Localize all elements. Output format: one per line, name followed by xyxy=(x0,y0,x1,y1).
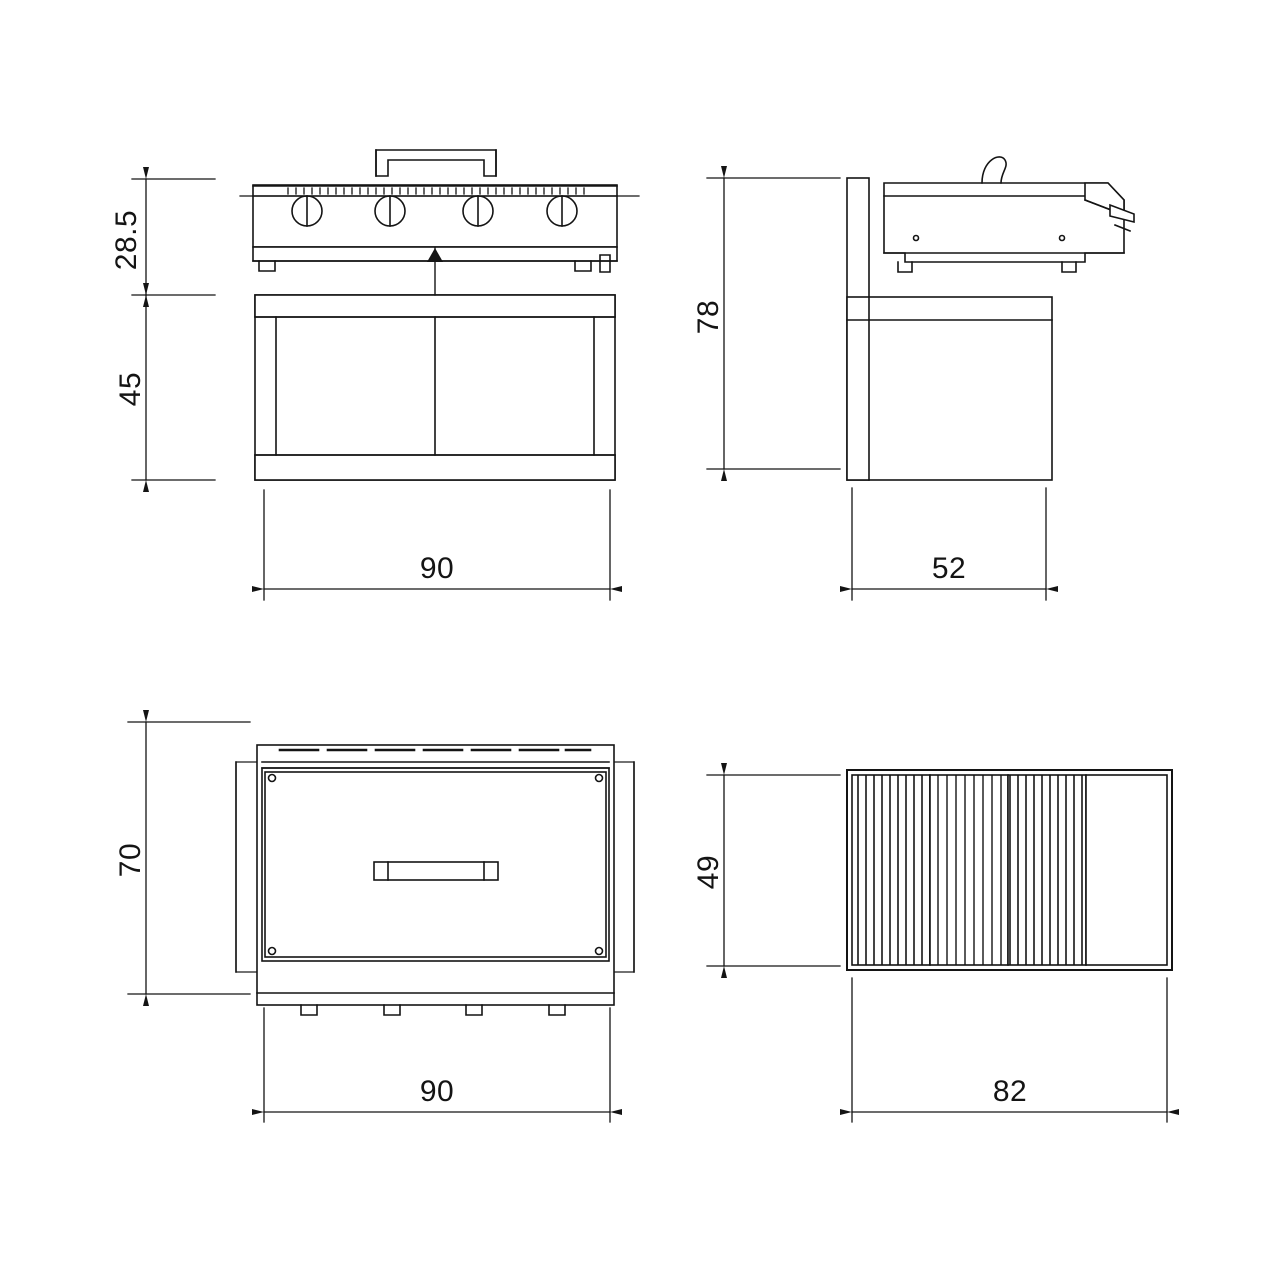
front-elevation-geometry xyxy=(240,150,640,480)
cooking-surface-geometry xyxy=(847,770,1172,970)
dim-label-49: 49 xyxy=(692,854,725,890)
dim-label-90-front: 90 xyxy=(419,552,455,585)
dim-label-70: 70 xyxy=(114,842,147,878)
dim-label-52: 52 xyxy=(931,552,967,585)
dim-label-82: 82 xyxy=(992,1075,1028,1108)
dim-label-28-5: 28.5 xyxy=(110,209,143,271)
dim-label-78: 78 xyxy=(692,299,725,335)
top-plan-geometry xyxy=(236,745,634,1015)
dim-label-90-plan: 90 xyxy=(419,1075,455,1108)
dim-label-45: 45 xyxy=(114,371,147,407)
side-elevation-geometry xyxy=(847,157,1134,480)
